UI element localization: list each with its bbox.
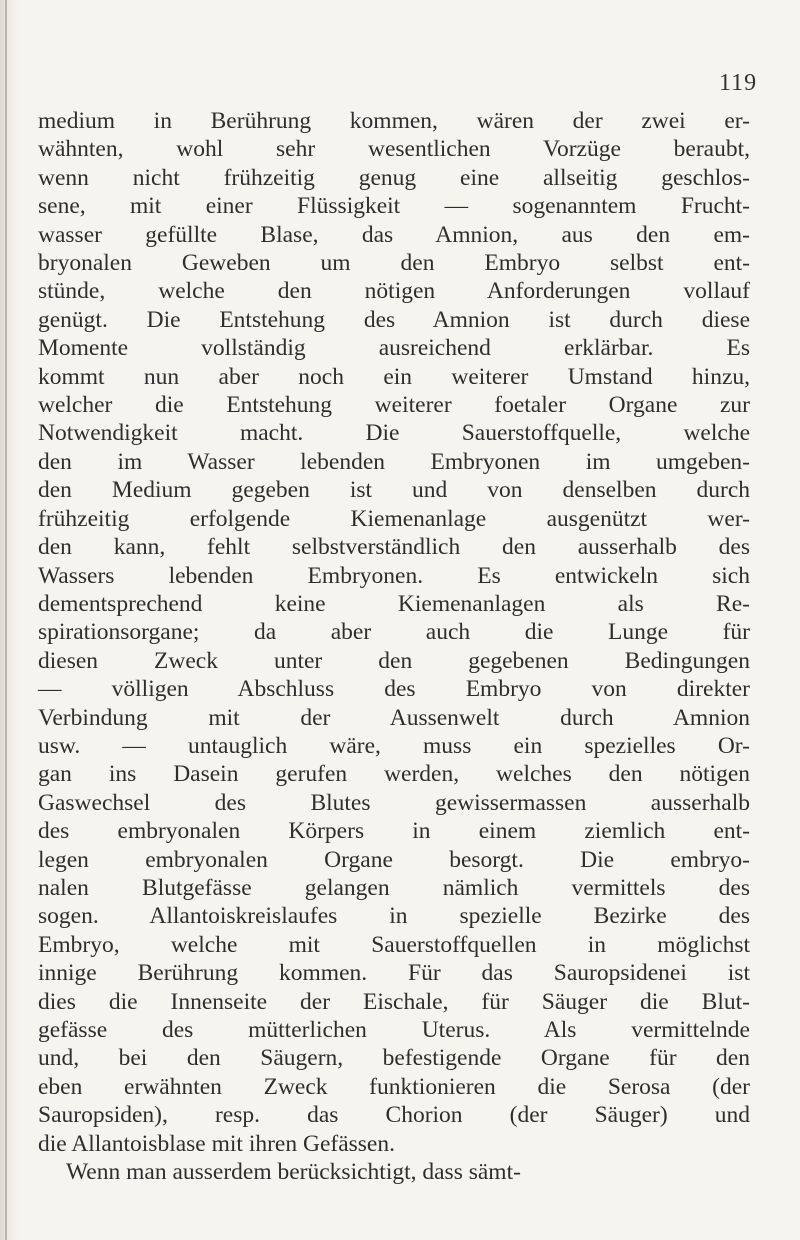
paragraph-start-line: Wenn man ausserdem berücksichtigt, dass sämt-	[66, 1159, 521, 1186]
text-line: Notwendigkeit macht. Die Sauerstoffquelle, welche	[38, 420, 750, 447]
text-line: kommt nun aber noch ein weiterer Umstand hinzu,	[38, 363, 750, 390]
text-line: wasser gefüllte Blase, das Amnion, aus den em-	[38, 221, 750, 248]
text-line: medium in Berührung kommen, wären der zwei er-	[38, 108, 750, 134]
text-line: dementsprechend keine Kiemenanlagen als Re-	[38, 590, 750, 617]
text-line: eben erwähnten Zweck funktionieren die Serosa (der	[38, 1073, 750, 1100]
text-line: den Medium gegeben ist und von denselben durch	[38, 477, 750, 504]
body-text	[38, 107, 750, 1186]
text-line: und, bei den Säugern, befestigende Organe für den	[38, 1045, 750, 1072]
binding-shadow	[0, 0, 18, 1240]
text-line: gan ins Dasein gerufen werden, welches den nötigen	[38, 761, 750, 788]
text-line: nalen Blutgefässe gelangen nämlich vermittels des	[38, 874, 750, 901]
text-line: Embryo, welche mit Sauerstoffquellen in möglichst	[38, 931, 750, 958]
text-line: legen embryonalen Organe besorgt. Die embryo-	[38, 846, 750, 873]
text-line: frühzeitig erfolgende Kiemenanlage ausgenützt wer-	[38, 505, 750, 532]
text-line: die Allantoisblase mit ihren Gefässen.	[38, 1130, 395, 1157]
text-line: Momente vollständig ausreichend erklärbar. Es	[38, 335, 750, 362]
text-line: usw. — untauglich wäre, muss ein spezielles Or-	[38, 732, 750, 759]
text-line: dies die Innenseite der Eischale, für Säuger die Blut-	[38, 988, 750, 1015]
text-line: sogen. Allantoiskreislaufes in spezielle Bezirke des	[38, 903, 750, 930]
text-line: Gaswechsel des Blutes gewissermassen ausserhalb	[38, 789, 750, 816]
text-line: des embryonalen Körpers in einem ziemlich ent-	[38, 818, 750, 845]
text-line: stünde, welche den nötigen Anforderungen vollauf	[38, 278, 750, 305]
text-line: bryonalen Geweben um den Embryo selbst ent-	[38, 250, 750, 277]
binding-line	[5, 0, 7, 1240]
text-line: spirationsorgane; da aber auch die Lunge für	[38, 619, 750, 646]
text-line: gefässe des mütterlichen Uterus. Als vermittelnde	[38, 1017, 750, 1043]
text-line: wähnten, wohl sehr wesentlichen Vorzüge beraubt,	[38, 136, 750, 163]
text-line: Sauropsiden), resp. das Chorion (der Säuger) und	[38, 1102, 750, 1129]
text-line: Verbindung mit der Aussenwelt durch Amnion	[38, 704, 750, 731]
text-line: wenn nicht frühzeitig genug eine allseitig geschlos-	[38, 164, 750, 191]
text-line: den kann, fehlt selbstverständlich den ausserhalb des	[38, 534, 750, 561]
text-line: — völligen Abschluss des Embryo von direkter	[38, 676, 750, 703]
text-line: den im Wasser lebenden Embryonen im umgeben-	[38, 448, 750, 475]
text-line: genügt. Die Entstehung des Amnion ist durch diese	[38, 306, 750, 333]
text-line: sene, mit einer Flüssigkeit — sogenanntem Frucht-	[38, 193, 750, 220]
text-line: innige Berührung kommen. Für das Sauropsidenei ist	[38, 960, 750, 987]
page-number: 119	[719, 70, 758, 96]
text-line: diesen Zweck unter den gegebenen Bedingungen	[38, 647, 750, 674]
text-line: Wassers lebenden Embryonen. Es entwickeln sich	[38, 562, 750, 589]
text-line: welcher die Entstehung weiterer foetaler Organe zur	[38, 392, 750, 419]
